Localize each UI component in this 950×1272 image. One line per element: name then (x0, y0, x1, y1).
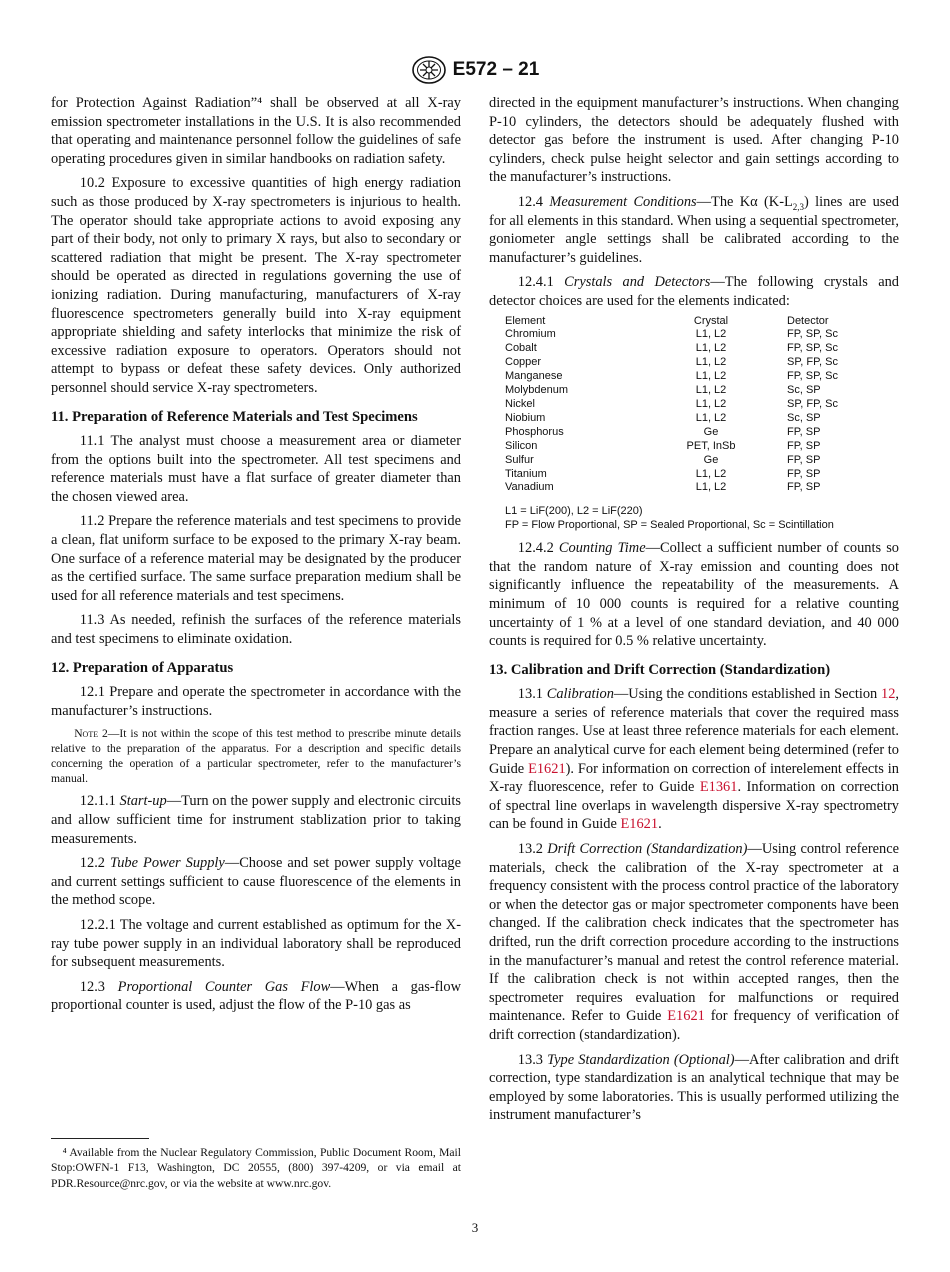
section-heading-12: 12. Preparation of Apparatus (51, 659, 234, 676)
table-cell: FP, SP (787, 453, 821, 466)
paragraph-number: 13.2 (517, 841, 543, 858)
guide-e1621-link[interactable]: E1621 (528, 760, 566, 777)
paragraph-number: 12.3 (79, 978, 105, 995)
table-row (505, 468, 838, 482)
astm-logo-icon (411, 55, 447, 85)
paragraph-number: 12.1.1 (79, 793, 116, 810)
paragraph-12-2-1: 12.2.1 The voltage and current established as optimum for the X-ray tube power supply in an individual laboratory shall be reproduced for subsequent measurements. (51, 916, 461, 971)
paragraph-title: Calibration (546, 686, 614, 703)
note-2-label: Note 2 (74, 727, 108, 741)
paragraph-11-2: 11.2 Prepare the reference materials and test specimens to provide a clean, flat uniform surface to be exposed to the primary X-ray beam. One surface of a reference material may be designated by the producer as the certified surface. The same surface preparation medium shall be used for all reference materials and test specimens. (51, 513, 461, 604)
paragraph-text: ). For information on correction of interelement effects in X-ray fluorescence, refer to Guide (489, 760, 899, 796)
paragraph-text: —Turn on the power supply and electronic circuits and allow sufficient time for instrument stablization prior to taking measurements. (51, 793, 461, 847)
paragraph-text: ) lines are used for all elements in this standard. When using a sequential spectrometer, goniometer angle settings shall be calibrated according to the manufacturer’s guidelines. (489, 193, 899, 266)
guide-e1621-link[interactable]: E1621 (667, 1008, 705, 1025)
table-cell: L1, L2 (695, 467, 727, 480)
section-heading-13: 13. Calibration and Drift Correction (Standardization) (489, 661, 831, 678)
paragraph-title: Counting Time (558, 540, 646, 557)
document-id: E572 – 21 (452, 59, 540, 80)
table-cell: L1, L2 (695, 356, 727, 369)
table-row (505, 440, 838, 454)
paragraph-text: for frequency of verification of drift correction (standardization). (489, 1008, 899, 1043)
paragraph-13-2 (489, 840, 899, 1045)
table-cell: L1, L2 (695, 384, 727, 397)
table-cell: Sc, SP (787, 384, 821, 397)
paragraph-number: 13.3 (517, 1051, 543, 1068)
paragraph-text: —When a gas-flow proportional counter is used, adjust the flow of the P-10 gas as (51, 978, 462, 1014)
table-cell: Niobium (505, 411, 546, 424)
table-cell: FP, SP, Sc (787, 370, 838, 383)
paragraph-text: —Collect a sufficient number of counts so that the random nature of X-ray emission and counting does not significantly influence the repeatability of the measurements. A minimum of 10 000 counts is required for a relative counting uncertainty of 1 % at a level of one standard deviation, and 40 000 counts is required for 0.5 % relative uncertainty. (489, 540, 899, 650)
table-cell: FP, SP, Sc (787, 328, 838, 341)
table-cell: L1, L2 (695, 411, 727, 424)
paragraph-number: 12.4.1 (517, 274, 554, 291)
table-cell: L1, L2 (695, 397, 727, 410)
guide-e1621-link[interactable]: E1621 (620, 816, 659, 833)
table-cell: Titanium (505, 467, 547, 480)
paragraph-number: 12.4.2 (517, 540, 554, 557)
subscript: 2,3 (792, 201, 805, 212)
column-header: Detector (787, 314, 829, 327)
note-2 (51, 726, 461, 786)
guide-e1361-link[interactable]: E1361 (699, 779, 738, 796)
left-column (51, 94, 461, 1021)
paragraph-12-1: 12.1 Prepare and operate the spectrometer in accordance with the manufacturer’s instructions. (51, 684, 461, 719)
table-legend-crystals: L1 = LiF(200), L2 = LiF(220) (505, 505, 643, 518)
footnote-divider (51, 1138, 149, 1139)
paragraph-text: —Choose and set power supply voltage and current settings sufficient to cause fluorescence of the elements in the method scope. (51, 855, 461, 909)
table-cell: Silicon (505, 439, 538, 452)
paragraph-number: 12.2 (79, 855, 105, 872)
table-cell: Molybdenum (505, 384, 568, 397)
table-row (505, 356, 838, 370)
table-body (505, 328, 838, 495)
table-row (505, 342, 838, 356)
paragraph-title: Type Standardization (Optional) (547, 1051, 735, 1068)
paragraph-12-2 (51, 854, 461, 910)
paragraph-title: Start-up (119, 793, 167, 810)
table-cell: PET, InSb (686, 439, 736, 452)
paragraph-continued-right: directed in the equipment manufacturer’s instructions. When changing P-10 cylinders, the detectors should be adequately flushed with detector gas before the instrument is used. After changing P-10 cylinders, check pulse height selector and gain settings according to the manufacturer’s instructions. (489, 95, 899, 186)
paragraph-text: , measure a series of reference materials that cover the required mass fraction ranges. Use at least three reference materials for each element. Prepare an analytical curve for each element being determined (refer to Guide (489, 686, 899, 777)
table-cell: Vanadium (505, 481, 554, 494)
table-cell: FP, SP (787, 425, 821, 438)
paragraph-11-1: 11.1 The analyst must choose a measurement area or diameter from the options built into the spectrometer. All test specimens and reference materials must have a flat surface of greater diameter than the chosen viewed area. (51, 433, 461, 505)
note-2-text: —It is not within the scope of this test method to prescribe minute details relative to the preparation of the apparatus. For a description and specific details concerning the operation of a particular spectrometer, refer to the manufacturer’s manual. (51, 727, 461, 786)
table-cell: Ge (703, 425, 719, 438)
table-cell: Nickel (505, 397, 535, 410)
table-cell: Phosphorus (505, 425, 564, 438)
paragraph-text: —The Kα (K-L (696, 193, 793, 210)
footnote-4: ⁴ Available from the Nuclear Regulatory Commission, Public Document Room, Mail Stop:OWFN-1 F13, Washington, DC 20555, (800) 397-4209, or via email at PDR.Resource@nrc.gov, or via the website at www.nrc.gov. (51, 1146, 461, 1190)
paragraph-12-4 (489, 193, 899, 267)
table-cell: Manganese (505, 370, 563, 383)
table-legend-detectors: FP = Flow Proportional, SP = Sealed Proportional, Sc = Scintillation (505, 519, 834, 532)
paragraph-11-3: 11.3 As needed, refinish the surfaces of the reference materials and test specimens to eliminate oxidation. (51, 612, 461, 648)
table-cell: FP, SP (787, 481, 821, 494)
table-cell: Cobalt (505, 342, 537, 355)
table-header-row (505, 315, 838, 329)
table-row (505, 454, 838, 468)
paragraph-12-3 (51, 978, 461, 1015)
paragraph-12-1-1 (51, 792, 461, 848)
table-cell: L1, L2 (695, 370, 727, 383)
table-cell: Sc, SP (787, 411, 821, 424)
paragraph-text: —After calibration and drift correction, type standardization is an analytical technique that may be employed by some laboratories. This is usually performed utilizing the instrument manufacturer’s (489, 1051, 899, 1124)
paragraph-12-4-2 (489, 539, 899, 651)
paragraph-title: Measurement Conditions (549, 193, 697, 210)
paragraph-title: Drift Correction (Standardization) (547, 841, 748, 858)
section-heading-11: 11. Preparation of Reference Materials and Test Specimens (51, 408, 418, 425)
table-cell: Chromium (505, 328, 556, 341)
table-cell: L1, L2 (695, 342, 727, 355)
paragraph-text: —Using the conditions established in Section (613, 686, 881, 703)
table-row (505, 398, 838, 412)
table-row (505, 328, 838, 342)
table-cell: Sulfur (505, 453, 534, 466)
paragraph-10-2: 10.2 Exposure to excessive quantities of high energy radiation such as those produced by X-ray spectrometers is injurious to health. The operator should take appropriate actions to avoid exposing any part of their body, not only to primary X rays, but also to secondary or scattered radiation that might be present. The X-ray spectrometer should be operated as directed in regulations governing the use of ionizing radiation. During manufacturing, manufacturers of X-ray fluorescence spectrometers generally build into X-ray equipment appropriate shielding and safety interlocks that minimize the risk of excessive radiation exposure to operators. Operators should not attempt to bypass or defeat these safety devices. Only authorized personnel should service X-ray spectrometers. (51, 175, 461, 396)
table-row (505, 426, 838, 440)
table-cell: SP, FP, Sc (787, 397, 838, 410)
paragraph-title: Tube Power Supply (110, 855, 225, 872)
paragraph-13-3 (489, 1051, 899, 1125)
paragraph-text: —The following crystals and detector choices are used for the elements indicated: (489, 274, 899, 309)
table-cell: FP, SP (787, 439, 821, 452)
right-column (489, 94, 899, 1131)
table-cell: Copper (505, 356, 542, 369)
paragraph-title: Crystals and Detectors (564, 274, 711, 291)
column-header: Element (505, 314, 546, 327)
table-row (505, 384, 838, 398)
paragraph-text: . Information on correction of spectral line overlaps in wavelength dispersive X-ray spectrometry can be found in Guide (489, 779, 899, 833)
paragraph-12-4-1 (489, 273, 899, 310)
crystal-detector-table (489, 315, 899, 534)
table-row (505, 481, 838, 495)
paragraph-text: . (658, 816, 662, 833)
paragraph-number: 13.1 (517, 686, 543, 703)
table-cell: L1, L2 (695, 328, 727, 341)
paragraph-number: 12.4 (517, 193, 543, 210)
table-row (505, 370, 838, 384)
section-12-link[interactable]: 12 (881, 686, 896, 703)
page-number: 3 (471, 1220, 479, 1235)
paragraph-title: Proportional Counter Gas Flow (117, 978, 331, 995)
page-header (0, 54, 950, 86)
table-cell: SP, FP, Sc (787, 356, 838, 369)
table-cell: L1, L2 (695, 481, 727, 494)
paragraph-13-1 (489, 685, 899, 834)
table-row (505, 412, 838, 426)
table-cell: FP, SP, Sc (787, 342, 838, 355)
paragraph-text: —Using control reference materials, check the calibration of the X-ray spectrometer at a frequency consistent with the process control practice of the laboratory or when the detector gas or major spectrometer components have been changed. If the calibration check indicates that the spectrometer has drifted, run the drift correction procedure according to the instructions in the manufacturer’s manual and retest the control reference material. If the calibration check is not within accepted ranges, then the spectrometer requires evaluation for malfunctions or required maintenance. Refer to Guide (489, 841, 899, 1025)
table-cell: FP, SP (787, 467, 821, 480)
column-header: Crystal (693, 314, 729, 327)
paragraph-continued: for Protection Against Radiation”⁴ shall be observed at all X-ray emission spectrometer installations in the U.S. It is also recommended that operating and maintenance personnel follow the guidelines of safe operating procedures given in similar handbooks on radiation safety. (51, 95, 461, 167)
table-cell: Ge (703, 453, 719, 466)
